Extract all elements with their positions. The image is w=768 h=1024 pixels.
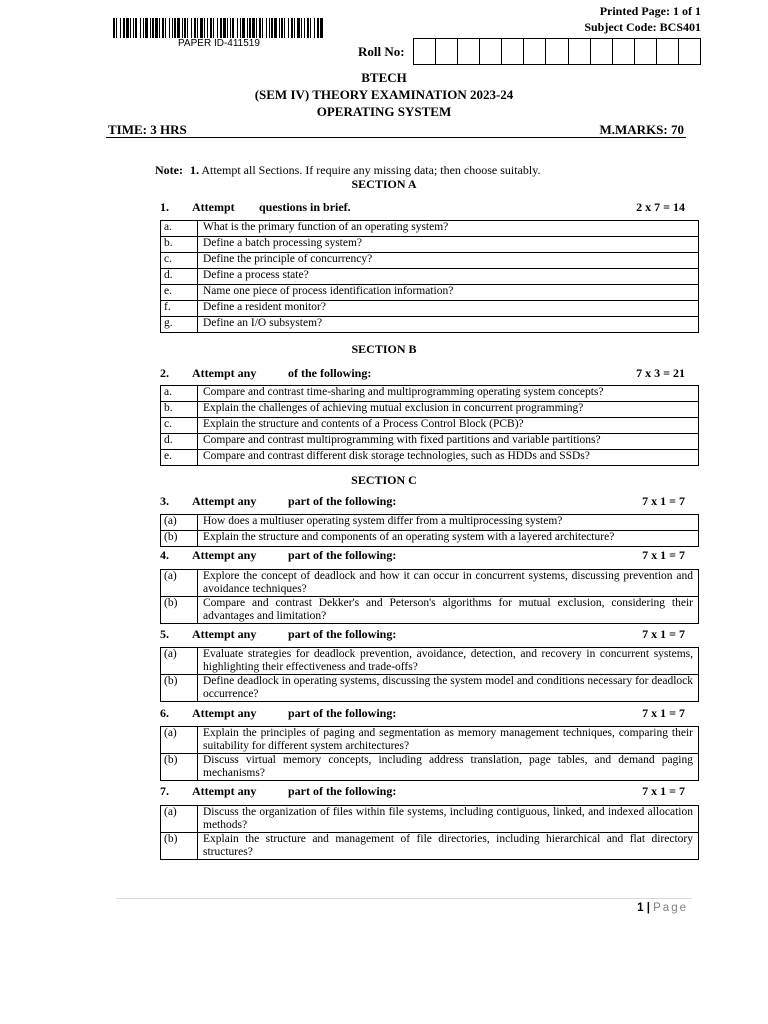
question-label: d. bbox=[161, 269, 198, 285]
question-row bbox=[161, 727, 699, 754]
barcode-bar bbox=[194, 18, 196, 38]
barcode-bar bbox=[284, 18, 285, 38]
question-number: 6. bbox=[160, 706, 169, 720]
question-text: Compare and contrast Dekker's and Peterson's algorithms for mutual exclusion, considering their advantages and limitation? bbox=[198, 597, 699, 624]
roll-number-boxes[interactable] bbox=[413, 38, 701, 65]
section-c-table bbox=[160, 647, 699, 702]
question-instruction: Attempt any bbox=[192, 706, 257, 720]
barcode-bar bbox=[317, 18, 319, 38]
barcode-bar bbox=[213, 18, 214, 38]
roll-number-box[interactable] bbox=[501, 38, 523, 65]
question-text: Name one piece of process identification information? bbox=[198, 285, 699, 301]
question-text: Explain the principles of paging and segmentation as memory management techniques, comparing their suitability for different system architectures? bbox=[198, 727, 699, 754]
barcode-bar bbox=[143, 18, 144, 38]
barcode-bar bbox=[130, 18, 131, 38]
question-row bbox=[161, 597, 699, 624]
question-row bbox=[161, 450, 699, 466]
question-text: Explain the structure and contents of a Process Control Block (PCB)? bbox=[198, 418, 699, 434]
barcode-bar bbox=[150, 18, 151, 38]
question-label: (b) bbox=[161, 754, 198, 781]
question-instruction: Attempt any bbox=[192, 366, 257, 380]
header-rule bbox=[106, 137, 686, 138]
question-row bbox=[161, 402, 699, 418]
barcode-bar bbox=[135, 18, 137, 38]
question-number: 5. bbox=[160, 627, 169, 641]
barcode-bar bbox=[184, 18, 186, 38]
printed-page: Printed Page: 1 of 1 bbox=[599, 4, 701, 18]
question-text: Define the principle of concurrency? bbox=[198, 253, 699, 269]
barcode-bar bbox=[162, 18, 164, 38]
note-text: Attempt all Sections. If require any missing data; then choose suitably. bbox=[201, 163, 541, 177]
question-label: d. bbox=[161, 434, 198, 450]
barcode-bar bbox=[140, 18, 141, 38]
question-text: Explain the challenges of achieving mutual exclusion in concurrent programming? bbox=[198, 402, 699, 418]
barcode-bar bbox=[191, 18, 192, 38]
question-text: Compare and contrast different disk storage technologies, such as HDDs and SSDs? bbox=[198, 450, 699, 466]
question-instruction: part of the following: bbox=[288, 784, 397, 798]
question-instruction: Attempt bbox=[192, 200, 235, 214]
question-row bbox=[161, 648, 699, 675]
section-c-title: SECTION C bbox=[351, 473, 417, 487]
barcode-bar bbox=[262, 18, 263, 38]
question-text: Discuss the organization of files within file systems, including contiguous, linked, and indexed allocation methods? bbox=[198, 806, 699, 833]
page-number: 1 bbox=[637, 902, 644, 914]
question-text: Compare and contrast time-sharing and multiprogramming operating system concepts? bbox=[198, 386, 699, 402]
page-word: Page bbox=[653, 902, 688, 914]
question-row bbox=[161, 418, 699, 434]
question-text: Define a batch processing system? bbox=[198, 237, 699, 253]
roll-number-box[interactable] bbox=[457, 38, 479, 65]
question-row bbox=[161, 754, 699, 781]
question-label: c. bbox=[161, 253, 198, 269]
question-row bbox=[161, 386, 699, 402]
question-text: Explain the structure and management of file directories, including hierarchical and flat directory structures? bbox=[198, 833, 699, 860]
roll-no-label: Roll No: bbox=[358, 44, 405, 59]
question-instruction: Attempt any bbox=[192, 784, 257, 798]
subject-code: Subject Code: BCS401 bbox=[584, 20, 701, 34]
question-instruction: part of the following: bbox=[288, 548, 397, 562]
question-number: 3. bbox=[160, 494, 169, 508]
question-label: (a) bbox=[161, 806, 198, 833]
question-label: (b) bbox=[161, 675, 198, 702]
roll-number-box[interactable] bbox=[435, 38, 457, 65]
question-row bbox=[161, 531, 699, 547]
question-instruction: Attempt any bbox=[192, 627, 257, 641]
question-label: (a) bbox=[161, 727, 198, 754]
barcode-bar bbox=[266, 18, 267, 38]
question-label: b. bbox=[161, 402, 198, 418]
page-footer bbox=[637, 902, 688, 914]
section-b-title: SECTION B bbox=[351, 342, 417, 356]
question-text: Discuss virtual memory concepts, including address translation, page tables, and demand paging mechanisms? bbox=[198, 754, 699, 781]
question-label: (a) bbox=[161, 648, 198, 675]
barcode-bar bbox=[133, 18, 134, 38]
barcode-bar bbox=[207, 18, 208, 38]
question-label: f. bbox=[161, 301, 198, 317]
question-text: What is the primary function of an operating system? bbox=[198, 221, 699, 237]
barcode-bar bbox=[304, 18, 305, 38]
barcode-bar bbox=[165, 18, 166, 38]
question-label: (b) bbox=[161, 531, 198, 547]
question-text: Explore the concept of deadlock and how it can occur in concurrent systems, discussing prevention and avoidance techniques? bbox=[198, 570, 699, 597]
barcode-bar bbox=[249, 18, 251, 38]
barcode-bar bbox=[242, 18, 245, 38]
barcode-bar bbox=[247, 18, 248, 38]
section-a-title: SECTION A bbox=[351, 177, 417, 191]
question-row bbox=[161, 515, 699, 531]
footer-rule bbox=[116, 898, 692, 899]
time-label: TIME: 3 HRS bbox=[108, 122, 187, 137]
question-label: a. bbox=[161, 386, 198, 402]
roll-number-box[interactable] bbox=[656, 38, 678, 65]
roll-number-box[interactable] bbox=[590, 38, 612, 65]
question-label: a. bbox=[161, 221, 198, 237]
question-label: (a) bbox=[161, 570, 198, 597]
roll-number-box[interactable] bbox=[612, 38, 634, 65]
barcode-bar bbox=[237, 18, 238, 38]
barcode-bar bbox=[169, 18, 170, 38]
question-label: e. bbox=[161, 450, 198, 466]
barcode-bar bbox=[204, 18, 205, 38]
section-c-table bbox=[160, 726, 699, 781]
question-instruction: part of the following: bbox=[288, 706, 397, 720]
barcode-bar bbox=[320, 18, 323, 38]
barcode-bar bbox=[123, 18, 125, 38]
question-text: Define a process state? bbox=[198, 269, 699, 285]
question-label: c. bbox=[161, 418, 198, 434]
question-row bbox=[161, 253, 699, 269]
question-marks: 7 x 3 = 21 bbox=[636, 366, 685, 380]
barcode-bar bbox=[159, 18, 160, 38]
note-number: 1. bbox=[189, 163, 199, 177]
roll-number-box[interactable] bbox=[634, 38, 656, 65]
roll-number-box[interactable] bbox=[545, 38, 567, 65]
question-row bbox=[161, 570, 699, 597]
question-marks: 7 x 1 = 7 bbox=[642, 706, 685, 720]
barcode-bar bbox=[197, 18, 198, 38]
exam-degree: BTECH bbox=[361, 70, 407, 85]
question-marks: 2 x 7 = 14 bbox=[636, 200, 685, 214]
question-label: (b) bbox=[161, 597, 198, 624]
question-text: Explain the structure and components of an operating system with a layered architecture? bbox=[198, 531, 699, 547]
section-b-table bbox=[160, 385, 699, 466]
question-row bbox=[161, 317, 699, 333]
barcode-bar bbox=[220, 18, 222, 38]
question-number: 1. bbox=[160, 200, 169, 214]
barcode-bar bbox=[200, 18, 203, 38]
barcode-bar bbox=[174, 18, 176, 38]
question-instruction-rest: questions in brief. bbox=[259, 200, 351, 214]
question-number: 7. bbox=[160, 784, 169, 798]
barcode-bar bbox=[307, 18, 309, 38]
question-label: (a) bbox=[161, 515, 198, 531]
barcode-bar bbox=[310, 18, 311, 38]
roll-number-box[interactable] bbox=[413, 38, 435, 65]
barcode-bar bbox=[230, 18, 231, 38]
barcode-bar bbox=[288, 18, 289, 38]
barcode-bar bbox=[126, 18, 129, 38]
barcode-bar bbox=[227, 18, 228, 38]
question-text: How does a multiuser operating system differ from a multiprocessing system? bbox=[198, 515, 699, 531]
question-instruction: part of the following: bbox=[288, 627, 397, 641]
question-label: g. bbox=[161, 317, 198, 333]
paper-id: PAPER ID-411519 bbox=[178, 38, 260, 49]
section-c-table bbox=[160, 805, 699, 860]
roll-number-box[interactable] bbox=[523, 38, 545, 65]
question-text: Define deadlock in operating systems, discussing the system model and conditions necessary for deadlock occurrence? bbox=[198, 675, 699, 702]
barcode-bar bbox=[182, 18, 183, 38]
exam-subject: OPERATING SYSTEM bbox=[316, 104, 452, 119]
barcode-bar bbox=[240, 18, 241, 38]
barcode-bar bbox=[120, 18, 121, 38]
barcode-bar bbox=[172, 18, 173, 38]
barcode-bar bbox=[177, 18, 180, 38]
barcode-bar bbox=[256, 18, 257, 38]
barcode-bar bbox=[279, 18, 280, 38]
exam-title: (SEM IV) THEORY EXAMINATION 2023-24 bbox=[254, 87, 514, 102]
question-marks: 7 x 1 = 7 bbox=[642, 494, 685, 508]
barcode-image bbox=[113, 18, 323, 38]
barcode-bar bbox=[223, 18, 226, 38]
barcode-bar bbox=[294, 18, 295, 38]
note bbox=[155, 163, 540, 178]
barcode-bar bbox=[271, 18, 273, 38]
question-text: Evaluate strategies for deadlock prevention, avoidance, detection, and recovery in concurrent systems, highlighting their effectiveness and trade-offs? bbox=[198, 648, 699, 675]
barcode-bar bbox=[259, 18, 261, 38]
question-label: e. bbox=[161, 285, 198, 301]
question-label: (b) bbox=[161, 833, 198, 860]
question-instruction: Attempt any bbox=[192, 548, 257, 562]
barcode-bar bbox=[210, 18, 212, 38]
barcode-bar bbox=[116, 18, 117, 38]
barcode-bar bbox=[152, 18, 154, 38]
barcode-bar bbox=[281, 18, 283, 38]
question-instruction: Attempt any bbox=[192, 494, 257, 508]
question-text: Define a resident monitor? bbox=[198, 301, 699, 317]
barcode-bar bbox=[145, 18, 148, 38]
question-row bbox=[161, 434, 699, 450]
max-marks: M.MARKS: 70 bbox=[599, 122, 684, 137]
barcode-bar bbox=[314, 18, 315, 38]
page-separator: | bbox=[646, 902, 650, 914]
section-c-table bbox=[160, 514, 699, 547]
question-instruction-rest: of the following: bbox=[288, 366, 372, 380]
question-row bbox=[161, 285, 699, 301]
question-row bbox=[161, 833, 699, 860]
roll-number-box[interactable] bbox=[678, 38, 701, 65]
question-row bbox=[161, 269, 699, 285]
barcode-bar bbox=[269, 18, 270, 38]
question-text: Define an I/O subsystem? bbox=[198, 317, 699, 333]
section-a-table bbox=[160, 220, 699, 333]
barcode-bar bbox=[297, 18, 300, 38]
barcode-bar bbox=[291, 18, 293, 38]
question-marks: 7 x 1 = 7 bbox=[642, 784, 685, 798]
question-row bbox=[161, 806, 699, 833]
question-label: b. bbox=[161, 237, 198, 253]
question-row bbox=[161, 675, 699, 702]
barcode-bar bbox=[232, 18, 234, 38]
question-row bbox=[161, 237, 699, 253]
barcode-bar bbox=[274, 18, 277, 38]
barcode-bar bbox=[113, 18, 115, 38]
question-marks: 7 x 1 = 7 bbox=[642, 627, 685, 641]
question-number: 2. bbox=[160, 366, 169, 380]
barcode-bar bbox=[301, 18, 302, 38]
roll-number-box[interactable] bbox=[568, 38, 590, 65]
question-text: Compare and contrast multiprogramming with fixed partitions and variable partitions? bbox=[198, 434, 699, 450]
barcode-bar bbox=[217, 18, 218, 38]
question-number: 4. bbox=[160, 548, 169, 562]
note-label: Note: bbox=[155, 163, 183, 177]
question-row bbox=[161, 301, 699, 317]
question-row bbox=[161, 221, 699, 237]
question-instruction: part of the following: bbox=[288, 494, 397, 508]
question-marks: 7 x 1 = 7 bbox=[642, 548, 685, 562]
barcode-bar bbox=[187, 18, 188, 38]
barcode-bar bbox=[155, 18, 158, 38]
section-c-table bbox=[160, 569, 699, 624]
barcode-bar bbox=[252, 18, 255, 38]
roll-number-box[interactable] bbox=[479, 38, 501, 65]
